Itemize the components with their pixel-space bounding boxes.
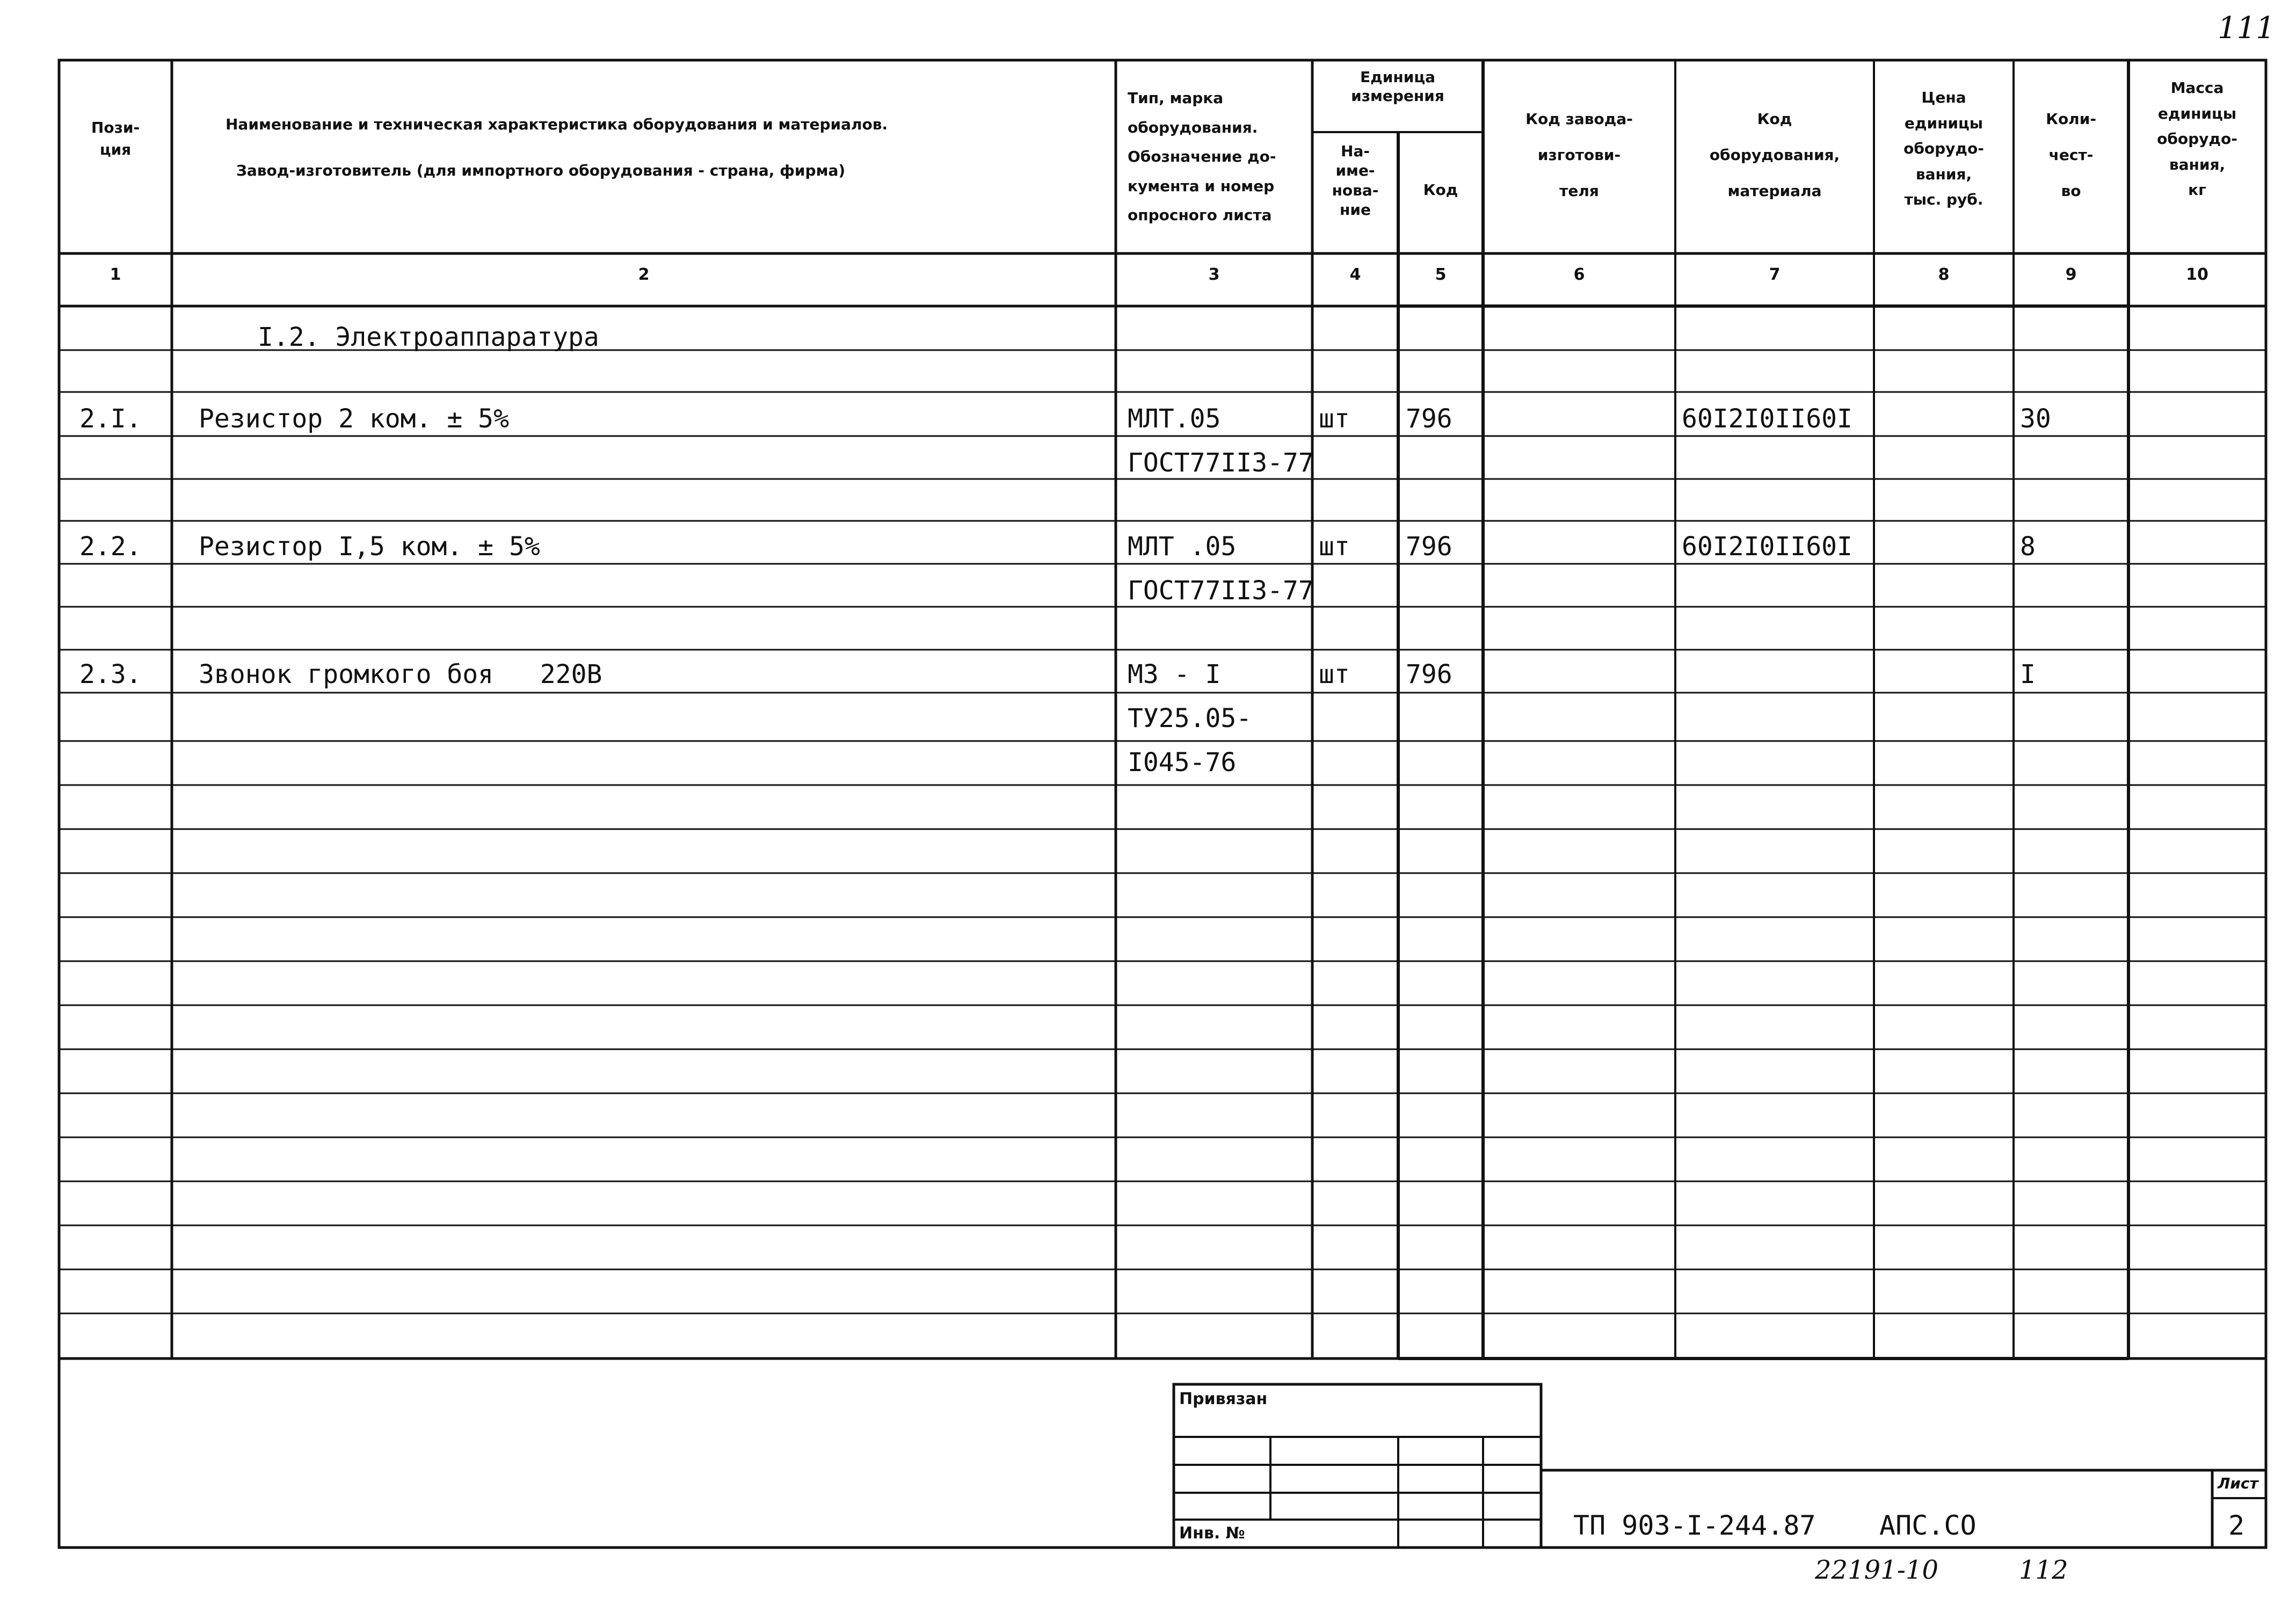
header-name-line2: Завод-изготовитель (для импортного оборудования - страна, фирма) xyxy=(236,162,846,179)
bottom-number-left: 22191-10 xyxy=(1815,1555,1938,1585)
item-1-position: 2.I. xyxy=(79,404,142,434)
stamp-inventory-number: Инв. № xyxy=(1179,1524,1245,1543)
header-unit-code: Код xyxy=(1423,181,1458,199)
column-number-1: 1 xyxy=(110,265,121,284)
header-quantity: Коли- чест- во xyxy=(2046,110,2096,200)
item-1-equipment-code: 60I2I0II60I xyxy=(1682,404,1852,434)
stamp-privyazan: Привязан xyxy=(1179,1390,1268,1408)
column-number-4: 4 xyxy=(1349,265,1361,284)
item-2-position: 2.2. xyxy=(79,532,142,562)
item-1-unit: шт xyxy=(1319,404,1350,434)
header-position: Пози- ция xyxy=(91,119,140,158)
header-unit-name: На- име- нова- ние xyxy=(1332,142,1379,219)
column-number-7: 7 xyxy=(1769,265,1781,284)
bottom-number-right: 112 xyxy=(2019,1555,2068,1585)
item-3-type-line2: ТУ25.05- xyxy=(1128,703,1252,733)
sheet-number: 2 xyxy=(2228,1510,2245,1541)
item-3-type-line1: МЗ - I xyxy=(1128,659,1221,689)
column-number-2: 2 xyxy=(638,265,650,284)
item-3-unit-code: 796 xyxy=(1406,659,1452,689)
item-3-quantity: I xyxy=(2020,659,2036,689)
item-3-position: 2.3. xyxy=(79,659,142,689)
item-1-name: Резистор 2 ком. ± 5% xyxy=(199,404,509,434)
item-2-type-line1: МЛТ .05 xyxy=(1128,532,1237,562)
item-1-type-line2: ГОСТ77II3-77 xyxy=(1128,448,1314,478)
header-type: Тип, марка оборудования. Обозначение до- кумента и номер опросного листа xyxy=(1128,89,1276,224)
column-number-6: 6 xyxy=(1573,265,1585,284)
header-unit-group: Единица измерения xyxy=(1351,68,1444,105)
sheet-label: Лист xyxy=(2218,1474,2258,1492)
item-2-quantity: 8 xyxy=(2020,532,2036,562)
item-3-name: Звонок громкого боя 220В xyxy=(199,659,602,689)
item-2-unit: шт xyxy=(1319,532,1350,562)
column-number-10: 10 xyxy=(2186,265,2208,284)
item-2-equipment-code: 60I2I0II60I xyxy=(1682,532,1852,562)
header-factory-code: Код завода- изготови- теля xyxy=(1525,110,1633,200)
item-1-unit-code: 796 xyxy=(1406,404,1452,434)
item-2-name: Резистор I,5 ком. ± 5% xyxy=(199,532,540,562)
column-number-8: 8 xyxy=(1938,265,1950,284)
document-suffix: АПС.СО xyxy=(1879,1510,1977,1541)
header-mass: Масса единицы оборудо- вания, кг xyxy=(2157,79,2237,199)
document-code: ТП 903-I-244.87 xyxy=(1573,1510,1816,1541)
column-number-3: 3 xyxy=(1208,265,1220,284)
column-number-9: 9 xyxy=(2065,265,2077,284)
page-number-top: 111 xyxy=(2218,11,2275,46)
header-name-line1: Наименование и техническая характеристика оборудования и материалов. xyxy=(226,115,888,133)
item-2-type-line2: ГОСТ77II3-77 xyxy=(1128,576,1314,606)
item-3-unit: шт xyxy=(1319,659,1350,689)
item-2-unit-code: 796 xyxy=(1406,532,1452,562)
section-title: I.2. Электроаппаратура xyxy=(258,322,599,352)
item-3-type-line3: I045-76 xyxy=(1128,747,1237,778)
column-number-5: 5 xyxy=(1435,265,1447,284)
header-equipment-code: Код оборудования, материала xyxy=(1709,110,1840,200)
header-price: Цена единицы оборудо- вания, тыс. руб. xyxy=(1903,89,1984,209)
item-1-quantity: 30 xyxy=(2020,404,2051,434)
item-1-type-line1: МЛТ.05 xyxy=(1128,404,1221,434)
